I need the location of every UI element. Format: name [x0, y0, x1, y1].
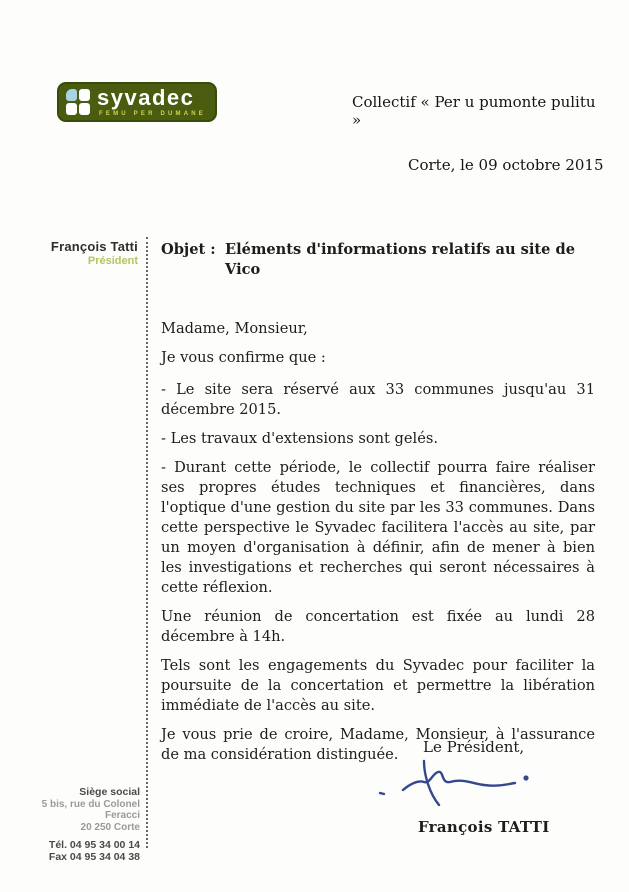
footer-address-block	[8, 787, 140, 863]
signature-left-dash	[380, 793, 384, 794]
signature-dot	[525, 777, 528, 780]
footer-title: Siège social	[79, 786, 140, 798]
body-paragraph: Je vous prie de croire, Madame, Monsieur, à l'assurance de ma considération distinguée.	[161, 726, 595, 763]
closing-role: Le Président,	[423, 738, 525, 756]
syvadec-squares-icon	[66, 89, 91, 115]
syvadec-logo	[57, 82, 217, 122]
signature-wave-stroke	[403, 772, 515, 790]
logo-wordmark: syvadec	[97, 85, 195, 110]
bullet-item: - Les travaux d'extensions sont gelés.	[161, 430, 438, 447]
vertical-separator	[146, 237, 148, 848]
logo-square	[79, 89, 90, 101]
signature	[378, 752, 548, 814]
footer-address-line: 20 250 Corte	[80, 821, 140, 833]
bullet-item: - Durant cette période, le collectif pourra faire réaliser ses propres études techniques et financières, dans l'optique d'une gestion du site par les 33 communes. Dans cette perspective le Syvadec facilitera l'accès au site, par un moyen d'organisation à définir, afin de mener à bien les investigations et recherches qui seront nécessaires à cette réflexion.	[161, 459, 595, 596]
logo-tagline: FEMU PER DUMANE	[99, 111, 207, 117]
salutation: Madame, Monsieur,	[161, 320, 308, 337]
signatory-name: François TATTI	[418, 818, 550, 836]
body-paragraph: Une réunion de concertation est fixée au lundi 28 décembre à 14h.	[161, 608, 595, 645]
subject-text: Eléments d'informations relatifs au site de Vico	[225, 241, 576, 278]
sender-name: François Tatti	[50, 239, 138, 254]
footer-address-line: 5 bis, rue du Colonel Feracci	[41, 798, 140, 821]
logo-square-blue	[66, 89, 77, 101]
footer-fax: Fax 04 95 34 04 38	[48, 850, 140, 863]
intro-line: Je vous confirme que :	[161, 349, 326, 366]
subject-line	[161, 240, 595, 280]
collective-line: Collectif « Per u pumonte pulitu »	[352, 93, 596, 129]
date-line: Corte, le 09 octobre 2015	[408, 156, 604, 174]
logo-square	[66, 103, 77, 115]
bullet-item: - Le site sera réservé aux 33 communes jusqu'au 31 décembre 2015.	[161, 381, 595, 418]
body-paragraph: Tels sont les engagements du Syvadec pour faciliter la poursuite de la concertation et permettre la libération immédiate de l'accès au site.	[161, 657, 595, 714]
subject-label: Objet :	[161, 241, 216, 258]
sender-title: Président	[87, 255, 138, 267]
footer-phone: Tél. 04 95 34 00 14	[48, 839, 140, 851]
sender-block	[0, 239, 138, 267]
logo-square	[79, 103, 90, 115]
letter-body	[161, 240, 595, 774]
